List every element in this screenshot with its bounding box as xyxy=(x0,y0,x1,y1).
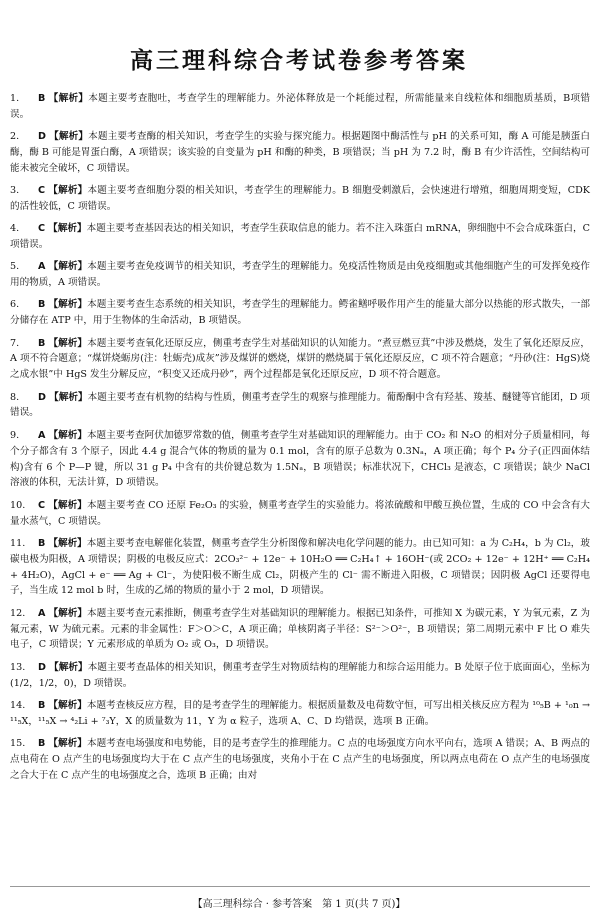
analysis-tag: 【解析】 xyxy=(48,737,87,749)
analysis-tag: 【解析】 xyxy=(48,185,88,197)
question-number: 11. xyxy=(10,537,26,549)
analysis-tag: 【解析】 xyxy=(48,223,87,235)
question-number: 15. xyxy=(10,737,26,749)
analysis-tag: 【解析】 xyxy=(48,499,87,511)
analysis-tag: 【解析】 xyxy=(48,537,87,549)
answer-letter: C xyxy=(38,185,46,197)
question-number: 7. xyxy=(10,337,20,349)
analysis-text: 本题主要考查生态系统的相关知识，考查学生的理解能力。鳄雀鳝呼吸作用产生的能量大部分以热能的形式散失，一部分储存在 ATP 中，用于生物体的生命活动，B 项错误。 xyxy=(10,299,590,327)
analysis-text: 本题考查核反应方程，目的是考查学生的理解能力。根据质量数及电荷数守恒，可写出相关核反应方程为 ¹⁰₅B + ¹₀n → ¹¹₅X，¹¹₅X → ⁴₂Li + ⁷₃Y，X 的质量数为 11，Y 为 α 粒子，选项 A、C、D 均错误，选项 B 正确。 xyxy=(10,699,590,727)
answer-letter: A xyxy=(38,429,46,441)
question-number: 12. xyxy=(10,607,26,619)
analysis-text: 本题主要考查基因表达的相关知识，考查学生获取信息的能力。若不注入珠蛋白 mRNA，卵细胞中不会合成珠蛋白，C 项错误。 xyxy=(10,223,590,251)
analysis-text: 本题主要考查有机物的结构与性质，侧重考查学生的观察与推理能力。葡酚酮中含有羟基、羧基、醚键等官能团，D 项错误。 xyxy=(10,391,590,419)
question-number: 6. xyxy=(10,299,20,311)
answer-letter: A xyxy=(38,607,46,619)
answer-item xyxy=(10,498,590,530)
answer-item xyxy=(10,390,590,422)
analysis-tag: 【解析】 xyxy=(48,93,89,104)
analysis-text: 本题主要考查胞吐，考查学生的理解能力。外泌体释放是一个耗能过程，所需能量来自线粒体和细胞质基质，B项错误。 xyxy=(10,93,590,120)
analysis-tag: 【解析】 xyxy=(48,337,88,349)
answer-letter: D xyxy=(38,131,46,143)
question-number: 10. xyxy=(10,499,26,511)
answer-letter: D xyxy=(38,391,46,403)
answer-letter: B xyxy=(38,299,46,311)
answer-item xyxy=(10,129,590,177)
answer-item xyxy=(10,91,590,123)
analysis-text: 本题主要考查酶的相关知识，考查学生的实验与探究能力。根据题图中酶活性与 pH 的关系可知，酶 A 可能是胰蛋白酶，酶 B 可能是胃蛋白酶，A 项错误；该实验的自变量为 pH 和酶的种类，B 项错误；当 pH 为 7.2 时，酶 B 有少许活性，空间结构可能未被完全破坏，C 项错误。 xyxy=(10,131,590,174)
analysis-tag: 【解析】 xyxy=(48,299,88,311)
answer-item xyxy=(10,183,590,215)
analysis-tag: 【解析】 xyxy=(48,429,87,441)
analysis-text: 本题主要考查电解催化装置，侧重考查学生分析图像和解决电化学问题的能力。由已知可知：a 为 C₂H₄，b 为 Cl₂，玻碳电极为阳极，A 项错误；阴极的电极反应式：2CO₃²⁻ + 12e⁻ + 10H₂O ══ C₂H₄↑ + 16OH⁻(或 2CO₂ + 12e⁻ + 12H⁺ ══ C₂H₄ + 4H₂O)，AgCl + e⁻ ══ Ag + Cl⁻，为使阳极不断生成 Cl₂，阴极产生的 Cl⁻ 需不断进入阳极，C 项错误；因阴极 AgCl 还要得电子，当生成 12 mol b 时，生成的乙烯的物质的量小于 2 mol，D 项错误。 xyxy=(10,537,590,597)
question-number: 13. xyxy=(10,661,26,673)
analysis-text: 本题主要考查阿伏加德罗常数的值，侧重考查学生对基础知识的理解能力。由于 CO₂ 和 N₂O 的相对分子质量相同，每个分子都含有 3 个原子，因此 4.4 g 混合气体的物质的量为 0.1 mol，含有的原子总数为 0.3Nₐ，A 项正确；每个 P₄ 分子(正四面体结构)含有 6 个 P—P 键，所以 31 g P₄ 中含有的共价键总数为 1.5Nₐ，B 项错误；标准状况下，CHCl₃ 是液态，C 项错误；缺少 NaCl 溶液的体积，无法计算，D 项错误。 xyxy=(10,429,590,489)
question-number: 8. xyxy=(10,391,20,403)
analysis-tag: 【解析】 xyxy=(49,661,88,673)
answer-letter: D xyxy=(38,661,46,673)
analysis-tag: 【解析】 xyxy=(48,607,87,619)
footer-divider xyxy=(10,886,590,887)
page-footer: 【高三理科综合 · 参考答案 第 1 页(共 7 页)】 xyxy=(192,899,406,910)
answer-list xyxy=(10,91,590,790)
answer-letter: C xyxy=(38,499,46,511)
answer-item xyxy=(10,660,590,692)
answer-item xyxy=(10,606,590,654)
question-number: 3. xyxy=(10,185,20,197)
answer-letter: B xyxy=(38,699,46,711)
analysis-tag: 【解析】 xyxy=(48,699,87,711)
answer-letter: B xyxy=(38,337,46,349)
analysis-text: 本题主要考查氧化还原反应，侧重考查学生对基础知识的认知能力。“煮豆燃豆萁”中涉及燃烧，发生了氧化还原反应，A 项不符合题意；“煤饼烧蛎房(注：牡蛎壳)成灰”涉及煤饼的燃烧，煤饼的燃烧属于氧化还原反应，C 项不符合题意；“丹砂(注：HgS)烧之成水银”中 HgS 发生分解反应，“积变又还成丹砂”，两个过程都是氧化还原反应，D 项不符合题意。 xyxy=(10,337,590,381)
answer-item xyxy=(10,297,590,329)
answer-item xyxy=(10,698,590,730)
question-number: 9. xyxy=(10,429,20,441)
analysis-text: 本题主要考查元素推断，侧重考查学生对基础知识的理解能力。根据已知条件，可推知 X 为碳元素，Y 为氧元素，Z 为氟元素，W 为硫元素。元素的非金属性：F＞O＞C，A 项正确；单核阴离子半径：S²⁻＞O²⁻，B 项错误；第二周期元素中 F 比 O 难失电子，C 项错误；Y 元素形成的单质为 O₂ 或 O₃，D 项错误。 xyxy=(10,607,591,651)
analysis-text: 本题主要考查 CO 还原 Fe₂O₃ 的实验，侧重考查学生的实验能力。将浓硫酸和甲酸互换位置，生成的 CO 中会含有大量水蒸气，C 项错误。 xyxy=(10,499,591,527)
question-number: 5. xyxy=(10,261,20,273)
answer-item xyxy=(10,336,590,384)
answer-letter: B xyxy=(38,737,46,749)
answer-letter: C xyxy=(38,223,46,235)
analysis-text: 本题考查电场强度和电势能，目的是考查学生的推理能力。C 点的电场强度方向水平向右，选项 A 错误；A、B 两点的点电荷在 O 点产生的电场强度均大于在 C 点产生的电场强度，夹角小于在 C 点产生的电场强度，所以两点电荷在 O 点产生的电场强度之合大于在 C 点产生的电场强度之合，选项 B 正确；由对 xyxy=(10,737,590,781)
analysis-text: 本题主要考查免疫调节的相关知识，考查学生的理解能力。免疫活性物质是由免疫细胞或其他细胞产生的可发挥免疫作用的物质，A 项错误。 xyxy=(10,261,591,289)
question-number: 14. xyxy=(10,699,26,711)
answer-letter: A xyxy=(38,261,46,273)
answer-item xyxy=(10,428,590,492)
answer-letter: B xyxy=(38,93,46,104)
question-number: 4. xyxy=(10,223,20,235)
answer-letter: B xyxy=(38,537,46,549)
analysis-tag: 【解析】 xyxy=(48,261,88,273)
answer-item xyxy=(10,259,590,291)
question-number: 1. xyxy=(10,93,20,104)
page-title: 高三理科综合考试卷参考答案 xyxy=(130,48,468,74)
analysis-tag: 【解析】 xyxy=(49,391,88,403)
answer-item xyxy=(10,736,590,784)
answer-item xyxy=(10,536,590,600)
question-number: 2. xyxy=(10,131,20,143)
analysis-text: 本题主要考查晶体的相关知识，侧重考查学生对物质结构的理解能力和综合运用能力。B 处原子位于底面面心，坐标为(1/2，1/2，0)，D 项错误。 xyxy=(10,661,590,689)
answer-item xyxy=(10,221,590,253)
analysis-text: 本题主要考查细胞分裂的相关知识，考查学生的理解能力。B 细胞受刺激后，会快速进行增殖，细胞周期变短，CDK 的活性较低，C 项错误。 xyxy=(10,185,590,213)
analysis-tag: 【解析】 xyxy=(49,131,89,143)
